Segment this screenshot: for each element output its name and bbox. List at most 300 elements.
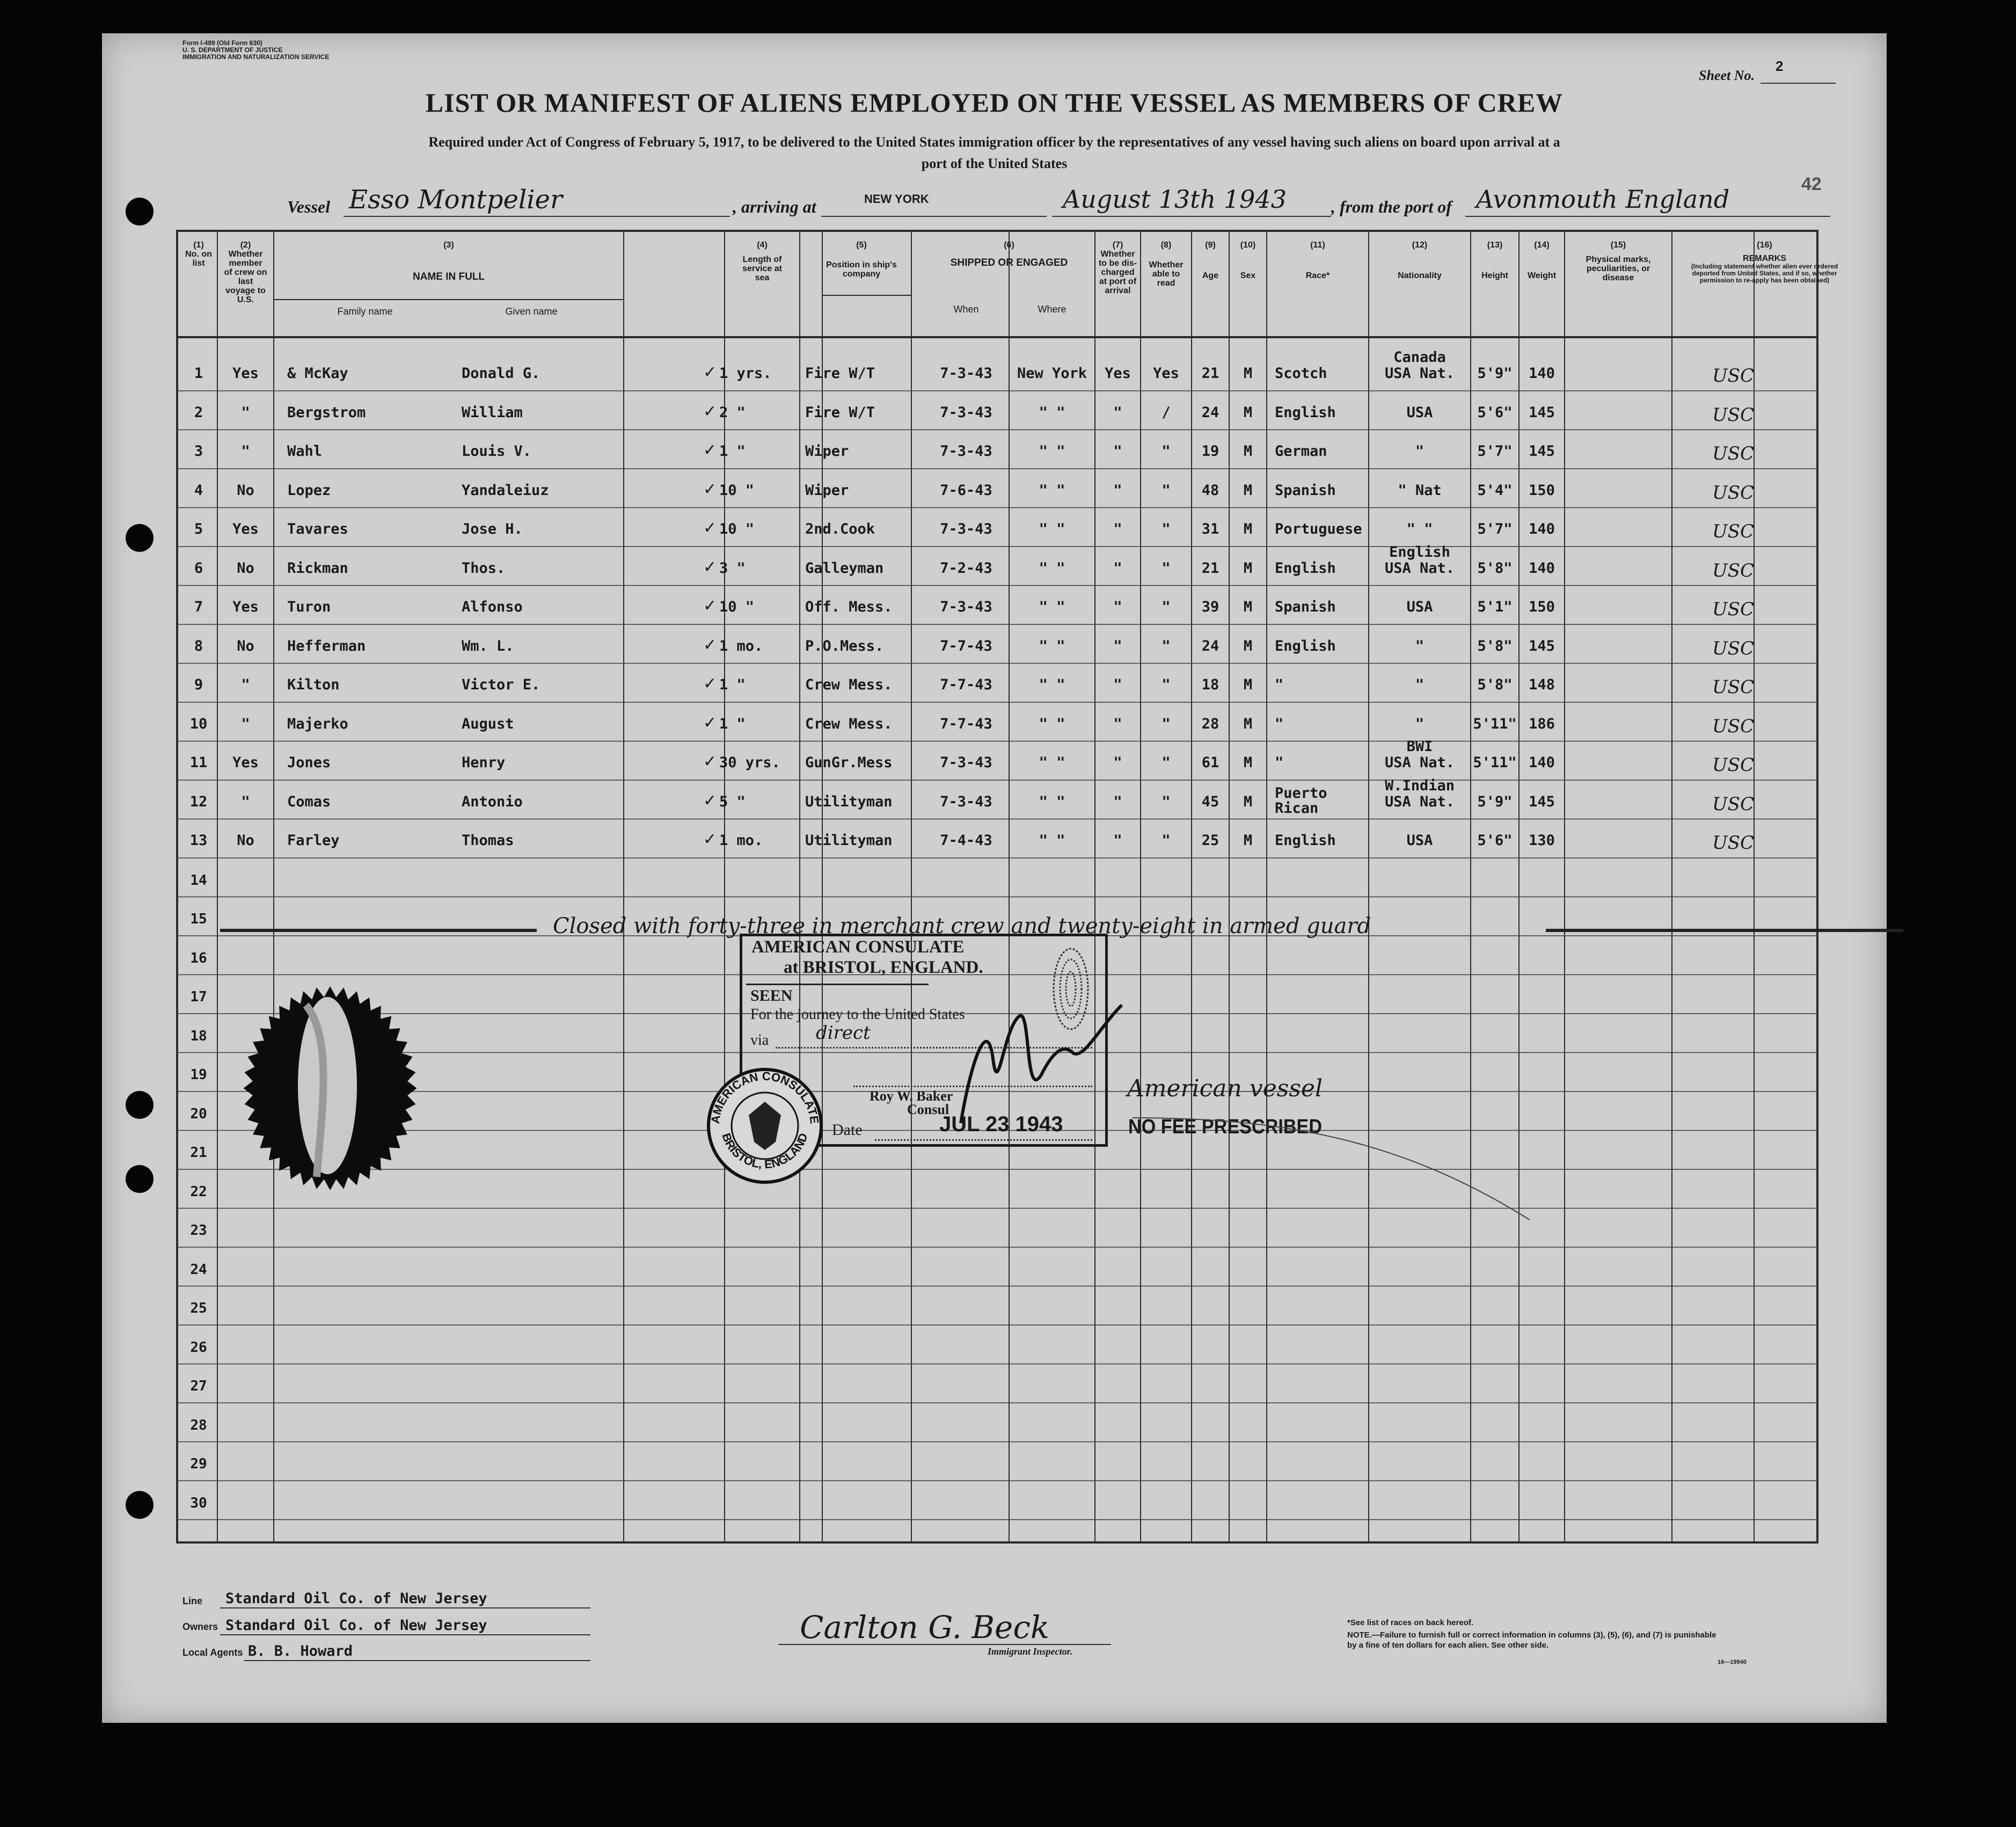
family-name: Hefferman bbox=[287, 637, 366, 654]
race: Scotch bbox=[1275, 365, 1327, 382]
fingerprint-icon bbox=[1047, 941, 1095, 1037]
position: GunGr.Mess bbox=[805, 754, 893, 771]
given-name-header: Given name bbox=[505, 306, 558, 317]
footer-owners-value: Standard Oil Co. of New Jersey bbox=[225, 1617, 487, 1634]
shipped-when: 7-7-43 bbox=[940, 637, 992, 654]
line-number: 22 bbox=[190, 1183, 207, 1200]
given-name: Antonio bbox=[462, 793, 523, 810]
discharged: " bbox=[1113, 443, 1122, 460]
remarks: USC bbox=[1712, 559, 1754, 581]
vessel-name: Esso Montpelier bbox=[349, 185, 563, 215]
seal-bottom-text: BRISTOL, ENGLAND bbox=[719, 1131, 810, 1171]
race: Spanish bbox=[1275, 482, 1336, 499]
line-number: 27 bbox=[190, 1378, 207, 1394]
closing-rule-right bbox=[1546, 929, 1903, 932]
nationality: " Nat bbox=[1398, 482, 1442, 499]
prev-voyage: Yes bbox=[232, 599, 259, 615]
able-to-read: Yes bbox=[1153, 365, 1179, 382]
check-mark-icon: ✓ bbox=[703, 596, 717, 615]
shipped-when: 7-3-43 bbox=[940, 599, 992, 615]
col-2-header: (2) Whether member of crew on last voyage to U.S. bbox=[224, 241, 267, 304]
discharged: " bbox=[1113, 676, 1122, 693]
arriving-label: , arriving at bbox=[733, 197, 816, 216]
sex: M bbox=[1243, 599, 1253, 615]
weight: 130 bbox=[1529, 832, 1555, 849]
col-11-header: (11) Race* bbox=[1305, 241, 1330, 280]
shipped-when: 7-2-43 bbox=[940, 559, 992, 577]
able-to-read: " bbox=[1162, 832, 1171, 849]
line-number: 23 bbox=[190, 1222, 207, 1239]
family-name: & McKay bbox=[287, 365, 348, 382]
shipped-when: 7-3-43 bbox=[940, 443, 992, 460]
nationality: " bbox=[1415, 443, 1425, 460]
weight: 140 bbox=[1529, 521, 1555, 537]
nationality: USA bbox=[1406, 404, 1433, 421]
line-number: 14 bbox=[190, 872, 207, 889]
row-number: 3 bbox=[194, 443, 203, 460]
col-12-header: (12) Nationality bbox=[1398, 241, 1442, 280]
age: 18 bbox=[1201, 676, 1219, 693]
race: Spanish bbox=[1275, 599, 1336, 615]
arriving-port: NEW YORK bbox=[864, 192, 929, 206]
remarks: USC bbox=[1712, 793, 1754, 815]
family-name: Wahl bbox=[287, 443, 323, 460]
line-number: 20 bbox=[190, 1105, 207, 1122]
given-name: Jose H. bbox=[462, 521, 523, 537]
sex: M bbox=[1243, 559, 1253, 577]
col-7-header: (7) Whether to be dis-charged at port of arrival bbox=[1098, 241, 1137, 295]
sex: M bbox=[1243, 443, 1253, 460]
prev-voyage: No bbox=[237, 559, 254, 577]
prev-voyage: " bbox=[241, 715, 250, 732]
weight: 140 bbox=[1529, 365, 1555, 382]
subtitle: Required under Act of Congress of February 5, 1917, to be delivered to the United States immigration officer by the representatives of any vessel having such aliens on board upon arrival at a bbox=[428, 134, 1560, 150]
shipped-when: 7-3-43 bbox=[940, 793, 992, 810]
from-port-label: , from the port of bbox=[1331, 197, 1452, 216]
check-mark-icon: ✓ bbox=[703, 363, 717, 382]
service-length: 5 " bbox=[719, 793, 746, 810]
stamp-consul: Consul bbox=[907, 1102, 949, 1117]
weight: 145 bbox=[1529, 793, 1555, 810]
row-number: 9 bbox=[194, 676, 203, 693]
able-to-read: " bbox=[1162, 754, 1171, 771]
shipped-when: 7-4-43 bbox=[940, 832, 992, 849]
check-mark-icon: ✓ bbox=[703, 674, 717, 693]
line-number: 24 bbox=[190, 1261, 207, 1278]
sex: M bbox=[1243, 637, 1253, 654]
shipped-where: " " bbox=[1039, 482, 1065, 499]
row-number: 12 bbox=[189, 793, 208, 810]
age: 28 bbox=[1201, 715, 1219, 732]
family-name: Farley bbox=[287, 832, 340, 849]
prev-voyage: " bbox=[241, 676, 250, 693]
family-name: Comas bbox=[287, 793, 331, 810]
check-mark-icon: ✓ bbox=[703, 635, 717, 654]
remarks: USC bbox=[1712, 832, 1754, 854]
position: Utilityman bbox=[805, 832, 893, 849]
line-number: 15 bbox=[190, 911, 207, 927]
weight: 140 bbox=[1529, 559, 1555, 577]
remarks: USC bbox=[1712, 404, 1754, 426]
sex: M bbox=[1243, 365, 1253, 382]
line-number: 18 bbox=[190, 1028, 207, 1044]
line-number: 28 bbox=[190, 1417, 207, 1433]
line-number: 17 bbox=[190, 989, 207, 1005]
from-port: Avonmouth England bbox=[1476, 185, 1730, 214]
check-mark-icon: ✓ bbox=[703, 402, 717, 421]
height: 5'7" bbox=[1477, 521, 1513, 537]
inspector-label: Immigrant Inspector. bbox=[988, 1646, 1073, 1657]
prev-voyage: Yes bbox=[232, 521, 259, 537]
service-length: 10 " bbox=[719, 599, 755, 615]
able-to-read: / bbox=[1162, 404, 1171, 421]
remarks: USC bbox=[1712, 754, 1754, 776]
row-number: 5 bbox=[194, 521, 203, 537]
stamp-line1: AMERICAN CONSULATE bbox=[751, 937, 965, 957]
footer-owners-label: Owners bbox=[182, 1621, 218, 1632]
col-14-header: (14) Weight bbox=[1527, 241, 1557, 280]
closing-note: Closed with forty-three in merchant crew and twenty-eight in armed guard bbox=[553, 914, 1371, 938]
vessel-label: Vessel bbox=[287, 197, 330, 216]
remarks: USC bbox=[1712, 715, 1754, 737]
pen-stroke bbox=[1122, 1096, 1551, 1236]
position: Wiper bbox=[805, 443, 849, 460]
able-to-read: " bbox=[1162, 482, 1171, 499]
able-to-read: " bbox=[1162, 715, 1171, 732]
weight: 145 bbox=[1529, 443, 1555, 460]
able-to-read: " bbox=[1162, 559, 1171, 577]
prev-voyage: No bbox=[237, 832, 254, 849]
position: Crew Mess. bbox=[805, 715, 893, 732]
col-4-header: (4) Length of service at sea bbox=[742, 241, 782, 282]
sex: M bbox=[1243, 482, 1253, 499]
race: " bbox=[1275, 754, 1284, 771]
stamp-journey: For the journey to the United States bbox=[750, 1006, 965, 1023]
col-10-header: (10) Sex bbox=[1240, 241, 1256, 280]
able-to-read: " bbox=[1162, 676, 1171, 693]
sex: M bbox=[1243, 404, 1253, 421]
shipped-when: 7-3-43 bbox=[940, 365, 992, 382]
row-number: 13 bbox=[189, 832, 208, 849]
able-to-read: " bbox=[1162, 637, 1171, 654]
col-9-header: (9) Age bbox=[1202, 241, 1219, 280]
race: English bbox=[1275, 637, 1336, 654]
remarks: USC bbox=[1712, 365, 1754, 387]
row-number: 4 bbox=[194, 482, 203, 499]
shipped-where: " " bbox=[1039, 832, 1065, 849]
row-number: 11 bbox=[189, 754, 208, 771]
col-8-header: (8) Whether able to read bbox=[1149, 241, 1184, 288]
height: 5'7" bbox=[1477, 443, 1513, 460]
check-mark-icon: ✓ bbox=[703, 557, 717, 577]
table-grid bbox=[102, 33, 1887, 1723]
sheet-no-label: Sheet No. bbox=[1699, 68, 1755, 83]
nationality: USA bbox=[1406, 832, 1433, 849]
stamp-seen: SEEN bbox=[750, 987, 793, 1005]
consulate-seal-icon bbox=[703, 1064, 827, 1188]
shipped-where: " " bbox=[1039, 599, 1065, 615]
family-name: Bergstrom bbox=[287, 404, 366, 421]
given-name: William bbox=[462, 404, 523, 421]
col-13-header: (13) Height bbox=[1481, 241, 1508, 280]
remarks: USC bbox=[1712, 521, 1754, 542]
page-title: LIST OR MANIFEST OF ALIENS EMPLOYED ON THE VESSEL AS MEMBERS OF CREW bbox=[425, 88, 1564, 118]
able-to-read: " bbox=[1162, 521, 1171, 537]
shipped-where: " " bbox=[1039, 754, 1065, 771]
form-info: Form I-489 (Old Form 630) U. S. DEPARTMENT OF JUSTICE IMMIGRATION AND NATURALIZATION SERVICE bbox=[182, 39, 330, 61]
page-mark: 42 bbox=[1801, 174, 1822, 194]
row-number: 8 bbox=[194, 637, 203, 654]
nationality: USA Nat. bbox=[1384, 754, 1455, 771]
given-name: August bbox=[462, 715, 514, 732]
sex: M bbox=[1243, 676, 1253, 693]
service-length: 1 mo. bbox=[719, 637, 763, 654]
shipped-where: " " bbox=[1039, 521, 1065, 537]
service-length: 1 mo. bbox=[719, 832, 763, 849]
nationality: USA Nat. bbox=[1384, 793, 1455, 810]
line-number: 25 bbox=[190, 1300, 207, 1316]
height: 5'6" bbox=[1477, 404, 1513, 421]
height: 5'9" bbox=[1477, 365, 1513, 382]
prev-voyage: " bbox=[241, 443, 250, 460]
height: 5'8" bbox=[1477, 559, 1513, 577]
discharged: " bbox=[1113, 521, 1122, 537]
discharged: Yes bbox=[1105, 365, 1131, 382]
sex: M bbox=[1243, 521, 1253, 537]
col-6-header: (6) SHIPPED OR ENGAGED bbox=[950, 241, 1068, 268]
race: English bbox=[1275, 404, 1336, 421]
line-number: 26 bbox=[190, 1339, 207, 1356]
row-number: 7 bbox=[194, 599, 203, 615]
remarks: USC bbox=[1712, 676, 1754, 698]
sheet-no-value: 2 bbox=[1776, 58, 1784, 74]
nationality: " bbox=[1415, 637, 1425, 654]
col-3-header: (3) NAME IN FULL bbox=[412, 241, 485, 282]
footer-line-value: Standard Oil Co. of New Jersey bbox=[225, 1590, 487, 1607]
weight: 145 bbox=[1529, 637, 1555, 654]
age: 24 bbox=[1201, 404, 1219, 421]
remarks: USC bbox=[1712, 482, 1754, 504]
prev-voyage: No bbox=[237, 637, 254, 654]
position: Fire W/T bbox=[805, 404, 875, 421]
shipped-when: 7-7-43 bbox=[940, 676, 992, 693]
service-length: 1 yrs. bbox=[719, 365, 772, 382]
given-name: Louis V. bbox=[462, 443, 532, 460]
arrival-date: August 13th 1943 bbox=[1063, 185, 1287, 214]
closing-rule-left bbox=[220, 929, 537, 932]
col-16-header: (16) REMARKS (Including statement whether alien ever ordered deported from United States, and if so, whether permission to re-apply has been obtained) bbox=[1691, 241, 1838, 284]
weight: 150 bbox=[1529, 599, 1555, 615]
nationality-note: BWI bbox=[1406, 738, 1433, 755]
given-name: Yandaleiuz bbox=[462, 482, 549, 499]
remarks: USC bbox=[1712, 599, 1754, 620]
position: Utilityman bbox=[805, 793, 893, 810]
nationality: USA Nat. bbox=[1384, 365, 1455, 382]
nationality-note: English bbox=[1389, 543, 1450, 561]
shipped-when: 7-3-43 bbox=[940, 754, 992, 771]
check-mark-icon: ✓ bbox=[703, 479, 717, 499]
shipped-where: " " bbox=[1039, 404, 1065, 421]
service-length: 30 yrs. bbox=[719, 754, 780, 771]
embossed-seal-icon bbox=[225, 973, 435, 1204]
age: 45 bbox=[1201, 793, 1219, 810]
shipped-where: " " bbox=[1039, 443, 1065, 460]
manifest-sheet bbox=[102, 33, 1887, 1723]
prev-voyage: Yes bbox=[232, 754, 259, 771]
service-length: 3 " bbox=[719, 559, 746, 577]
shipped-where: New York bbox=[1017, 365, 1087, 382]
check-mark-icon: ✓ bbox=[703, 441, 717, 460]
discharged: " bbox=[1113, 482, 1122, 499]
races-note: *See list of races on back hereof. bbox=[1347, 1618, 1474, 1627]
stamp-via-label: via bbox=[750, 1032, 769, 1049]
service-length: 2 " bbox=[719, 404, 746, 421]
footer-agents-label: Local Agents bbox=[182, 1647, 243, 1658]
age: 39 bbox=[1201, 599, 1219, 615]
line-number: 21 bbox=[190, 1145, 207, 1161]
col-15-header: (15) Physical marks, peculiarities, or disease bbox=[1586, 241, 1651, 282]
prev-voyage: " bbox=[241, 793, 250, 810]
print-code: 16—19940 bbox=[1718, 1659, 1747, 1665]
height: 5'9" bbox=[1477, 793, 1513, 810]
check-mark-icon: ✓ bbox=[703, 830, 717, 849]
given-name: Alfonso bbox=[462, 599, 523, 615]
family-name: Kilton bbox=[287, 676, 340, 693]
line-number: 19 bbox=[190, 1067, 207, 1083]
race: " bbox=[1275, 715, 1284, 732]
able-to-read: " bbox=[1162, 793, 1171, 810]
line-number: 16 bbox=[190, 950, 207, 966]
weight: 145 bbox=[1529, 404, 1555, 421]
col-5-header: (5) Position in ship's company bbox=[826, 241, 897, 279]
age: 25 bbox=[1201, 832, 1219, 849]
col-1-header: (1) No. on list bbox=[185, 241, 212, 268]
nationality: " bbox=[1415, 676, 1425, 693]
race: German bbox=[1275, 443, 1327, 460]
weight: 186 bbox=[1529, 715, 1555, 732]
shipped-where: " " bbox=[1039, 637, 1065, 654]
family-name: Jones bbox=[287, 754, 331, 771]
discharged: " bbox=[1113, 637, 1122, 654]
weight: 140 bbox=[1529, 754, 1555, 771]
nationality-note: Canada bbox=[1393, 349, 1446, 366]
position: Off. Mess. bbox=[805, 599, 893, 615]
discharged: " bbox=[1113, 559, 1122, 577]
discharged: " bbox=[1113, 599, 1122, 615]
family-name: Turon bbox=[287, 599, 331, 615]
check-mark-icon: ✓ bbox=[703, 791, 717, 810]
shipped-where: " " bbox=[1039, 559, 1065, 577]
check-mark-icon: ✓ bbox=[703, 713, 717, 732]
position: Crew Mess. bbox=[805, 676, 893, 693]
shipped-where: " " bbox=[1039, 676, 1065, 693]
sex: M bbox=[1243, 754, 1253, 771]
height: 5'8" bbox=[1477, 676, 1513, 693]
prev-voyage: Yes bbox=[232, 365, 259, 382]
family-name: Majerko bbox=[287, 715, 348, 732]
age: 19 bbox=[1201, 443, 1219, 460]
family-name: Tavares bbox=[287, 521, 348, 537]
given-name: Donald G. bbox=[462, 365, 540, 382]
prev-voyage: No bbox=[237, 482, 254, 499]
footer-line-label: Line bbox=[182, 1596, 203, 1606]
race: Portuguese bbox=[1275, 521, 1362, 537]
prev-voyage: " bbox=[241, 404, 250, 421]
line-number: 30 bbox=[190, 1495, 207, 1511]
height: 5'11" bbox=[1473, 754, 1517, 771]
stamp-date: JUL 23 1943 bbox=[939, 1112, 1063, 1136]
sex: M bbox=[1243, 715, 1253, 732]
able-to-read: " bbox=[1162, 599, 1171, 615]
row-number: 10 bbox=[189, 715, 208, 732]
height: 5'11" bbox=[1473, 715, 1517, 732]
age: 61 bbox=[1201, 754, 1219, 771]
when-header: When bbox=[953, 304, 979, 315]
service-length: 1 " bbox=[719, 715, 746, 732]
nationality: USA bbox=[1406, 599, 1433, 615]
age: 31 bbox=[1201, 521, 1219, 537]
age: 21 bbox=[1201, 365, 1219, 382]
able-to-read: " bbox=[1162, 443, 1171, 460]
service-length: 10 " bbox=[719, 482, 755, 499]
remarks: USC bbox=[1712, 443, 1754, 464]
footer-note: NOTE.—Failure to furnish full or correct information in columns (3), (5), (6), and (7) is punishable by a fine of ten dollars for each alien. See other side. bbox=[1347, 1631, 1716, 1650]
stamp-via: direct bbox=[816, 1022, 871, 1044]
service-length: 10 " bbox=[719, 521, 755, 537]
height: 5'4" bbox=[1477, 482, 1513, 499]
height: 5'6" bbox=[1477, 832, 1513, 849]
age: 48 bbox=[1201, 482, 1219, 499]
given-name: Thos. bbox=[462, 559, 506, 577]
age: 24 bbox=[1201, 637, 1219, 654]
check-mark-icon: ✓ bbox=[703, 519, 717, 537]
shipped-when: 7-3-43 bbox=[940, 521, 992, 537]
nationality: " bbox=[1415, 715, 1425, 732]
american-vessel-note: American vessel bbox=[1127, 1075, 1323, 1102]
nationality: USA Nat. bbox=[1384, 559, 1455, 577]
sex: M bbox=[1243, 832, 1253, 849]
nationality: " " bbox=[1406, 521, 1433, 537]
subtitle-2: port of the United States bbox=[921, 156, 1068, 171]
stamp-signer: Roy W. Baker bbox=[870, 1088, 953, 1104]
race: Puerto Rican bbox=[1275, 784, 1327, 817]
age: 21 bbox=[1201, 559, 1219, 577]
race: English bbox=[1275, 559, 1336, 577]
inspector-signature: Carlton G. Beck bbox=[800, 1609, 1049, 1646]
weight: 150 bbox=[1529, 482, 1555, 499]
discharged: " bbox=[1113, 754, 1122, 771]
shipped-when: 7-6-43 bbox=[940, 482, 992, 499]
service-length: 1 " bbox=[719, 676, 746, 693]
row-number: 6 bbox=[194, 559, 203, 577]
service-length: 1 " bbox=[719, 443, 746, 460]
shipped-where: " " bbox=[1039, 715, 1065, 732]
position: 2nd.Cook bbox=[805, 521, 875, 537]
where-header: Where bbox=[1038, 304, 1067, 315]
stamp-line2: at BRISTOL, ENGLAND. bbox=[784, 958, 983, 977]
position: Wiper bbox=[805, 482, 849, 499]
position: Fire W/T bbox=[805, 365, 875, 382]
no-fee-stamp: NO FEE PRESCRIBED bbox=[1128, 1116, 1323, 1138]
consul-signature bbox=[939, 994, 1133, 1134]
position: P.O.Mess. bbox=[805, 637, 884, 654]
shipped-when: 7-3-43 bbox=[940, 404, 992, 421]
family-name: Lopez bbox=[287, 482, 331, 499]
row-number: 2 bbox=[194, 404, 203, 421]
given-name: Wm. L. bbox=[462, 637, 514, 654]
discharged: " bbox=[1113, 793, 1122, 810]
given-name: Victor E. bbox=[462, 676, 540, 693]
